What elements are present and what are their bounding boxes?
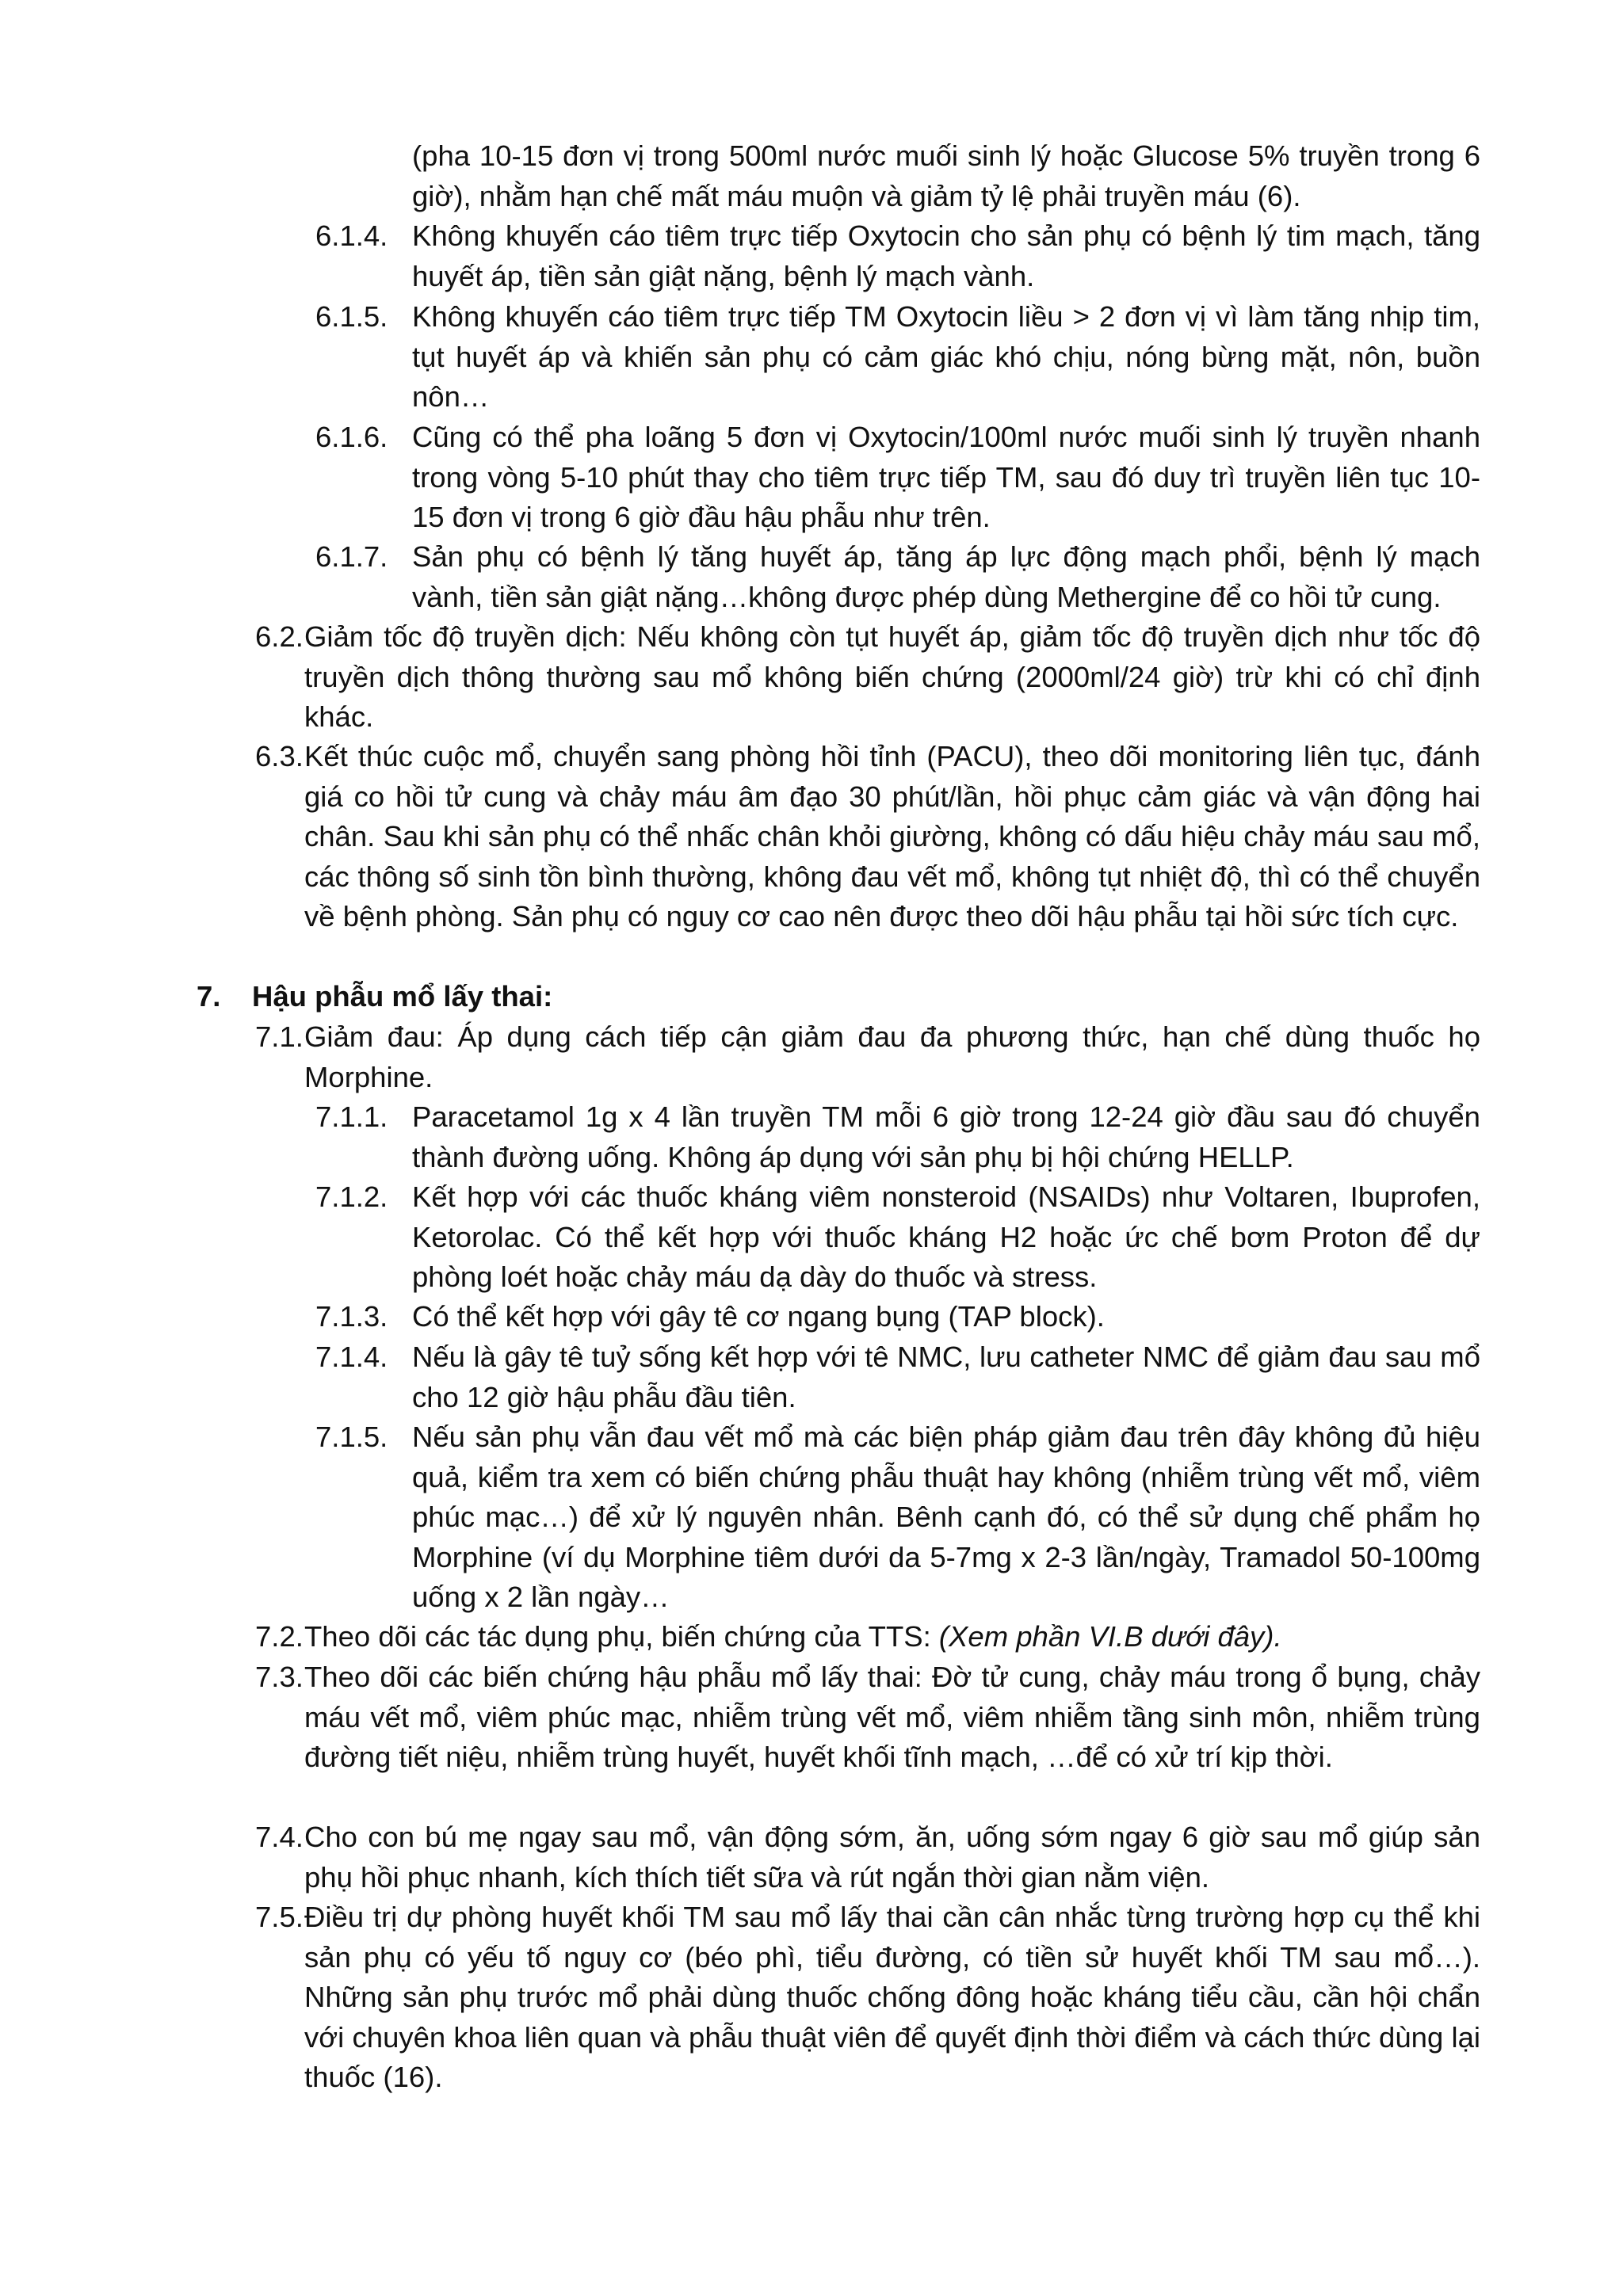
item-text: Không khuyến cáo tiêm trực tiếp TM Oxytocin liều > 2 đơn vị vì làm tăng nhịp tim, tụt huyết áp và khiến sản phụ có cảm giác khó chịu, nóng bừng mặt, nôn, buồn nôn… bbox=[412, 300, 1480, 413]
item-number: 7.4. bbox=[255, 1821, 304, 1853]
item-number: 7.1.4. bbox=[315, 1341, 388, 1373]
item-7-2 bbox=[255, 1617, 1480, 1657]
item-6-1-5 bbox=[315, 297, 1480, 418]
item-7-1-1 bbox=[315, 1097, 1480, 1177]
item-number: 7.1. bbox=[255, 1020, 304, 1053]
item-text: Giảm đau: Áp dụng cách tiếp cận giảm đau đa phương thức, hạn chế dùng thuốc họ Morphine. bbox=[304, 1020, 1480, 1093]
item-text-main: Theo dõi các tác dụng phụ, biến chứng của TTS: bbox=[304, 1620, 939, 1653]
item-number: 6.1.7. bbox=[315, 540, 388, 573]
item-text: Giảm tốc độ truyền dịch: Nếu không còn tụt huyết áp, giảm tốc độ truyền dịch như tốc độ truyền dịch thông thường sau mổ không biến chứng (2000ml/24 giờ) trừ khi có chỉ định khác. bbox=[304, 620, 1480, 733]
item-number: 6.3. bbox=[255, 740, 304, 772]
item-text: Điều trị dự phòng huyết khối TM sau mổ lấy thai cần cân nhắc từng trường hợp cụ thể khi sản phụ có yếu tố nguy cơ (béo phì, tiểu đường, có tiền sử huyết khối TM sau mổ…). Những sản phụ trước mổ phải dùng thuốc chống đông hoặc kháng tiểu cầu, cần hội chẩn với chuyên khoa liên quan và phẫu thuật viên để quyết định thời điểm và cách thức dùng lại thuốc (16). bbox=[304, 1901, 1480, 2093]
item-number: 7.1.3. bbox=[315, 1300, 388, 1333]
continuation-paragraph bbox=[412, 136, 1480, 216]
item-7-4 bbox=[255, 1817, 1480, 1897]
item-text: Sản phụ có bệnh lý tăng huyết áp, tăng áp lực động mạch phổi, bệnh lý mạch vành, tiền sản giật nặng…không được phép dùng Methergine để co hồi tử cung. bbox=[412, 540, 1480, 613]
item-7-5 bbox=[255, 1897, 1480, 2098]
item-text: Có thể kết hợp với gây tê cơ ngang bụng (TAP block). bbox=[412, 1300, 1105, 1333]
item-number: 7.1.2. bbox=[315, 1180, 388, 1213]
item-7-1 bbox=[255, 1017, 1480, 1097]
item-7-1-5 bbox=[315, 1417, 1480, 1618]
item-number: 7.5. bbox=[255, 1901, 304, 1933]
item-text: Paracetamol 1g x 4 lần truyền TM mỗi 6 giờ trong 12-24 giờ đầu sau đó chuyển thành đường uống. Không áp dụng với sản phụ bị hội chứng HELLP. bbox=[412, 1100, 1480, 1173]
item-text: Cho con bú mẹ ngay sau mổ, vận động sớm, ăn, uống sớm ngay 6 giờ sau mổ giúp sản phụ hồi phục nhanh, kích thích tiết sữa và rút ngắn thời gian nằm viện. bbox=[304, 1821, 1480, 1894]
item-7-1-3 bbox=[315, 1297, 1480, 1337]
item-number: 7.3. bbox=[255, 1661, 304, 1693]
item-7-1-4 bbox=[315, 1337, 1480, 1417]
item-text: Cũng có thể pha loãng 5 đơn vị Oxytocin/100ml nước muối sinh lý truyền nhanh trong vòng 5-10 phút thay cho tiêm trực tiếp TM, sau đó duy trì truyền liên tục 10-15 đơn vị trong 6 giờ đầu hậu phẫu như trên. bbox=[412, 421, 1480, 533]
item-text-reference: (Xem phần VI.B dưới đây). bbox=[938, 1620, 1282, 1653]
item-6-1-6 bbox=[315, 418, 1480, 538]
continuation-text: (pha 10-15 đơn vị trong 500ml nước muối sinh lý hoặc Glucose 5% truyền trong 6 giờ), nhằm hạn chế mất máu muộn và giảm tỷ lệ phải truyền máu (6). bbox=[412, 139, 1480, 212]
item-number: 7.2. bbox=[255, 1620, 304, 1653]
item-text: Nếu là gây tê tuỷ sống kết hợp với tê NMC, lưu catheter NMC để giảm đau sau mổ cho 12 giờ hậu phẫu đầu tiên. bbox=[412, 1341, 1480, 1413]
item-text: Kết thúc cuộc mổ, chuyển sang phòng hồi tỉnh (PACU), theo dõi monitoring liên tục, đánh giá co hồi tử cung và chảy máu âm đạo 30 phút/lần, hồi phục cảm giác và vận động hai chân. Sau khi sản phụ có thể nhấc chân khỏi giường, không có dấu hiệu chảy máu sau mổ, các thông số sinh tồn bình thường, không đau vết mổ, không tụt nhiệt độ, thì có thể chuyển về bệnh phòng. Sản phụ có nguy cơ cao nên được theo dõi hậu phẫu tại hồi sức tích cực. bbox=[304, 740, 1480, 933]
item-text: Nếu sản phụ vẫn đau vết mổ mà các biện pháp giảm đau trên đây không đủ hiệu quả, kiểm tra xem có biến chứng phẫu thuật hay không (nhiễm trùng vết mổ, viêm phúc mạc…) để xử lý nguyên nhân. Bênh cạnh đó, có thể sử dụng chế phẩm họ Morphine (ví dụ Morphine tiêm dưới da 5-7mg x 2-3 lần/ngày, Tramadol 50-100mg uống x 2 lần ngày… bbox=[412, 1421, 1480, 1613]
item-number: 6.1.4. bbox=[315, 219, 388, 252]
item-number: 7.1.1. bbox=[315, 1100, 388, 1133]
item-6-1-4 bbox=[315, 216, 1480, 296]
item-6-2 bbox=[255, 617, 1480, 738]
section-number: 7. bbox=[197, 980, 221, 1013]
item-6-1-7 bbox=[315, 537, 1480, 617]
item-text: Kết hợp với các thuốc kháng viêm nonsteroid (NSAIDs) như Voltaren, Ibuprofen, Ketorolac. Có thể kết hợp với thuốc kháng H2 hoặc ức chế bơm Proton để dự phòng loét hoặc chảy máu dạ dày do thuốc và stress. bbox=[412, 1180, 1480, 1293]
item-6-3 bbox=[255, 737, 1480, 937]
item-number: 6.2. bbox=[255, 620, 304, 653]
item-text: Không khuyến cáo tiêm trực tiếp Oxytocin cho sản phụ có bệnh lý tim mạch, tăng huyết áp, tiền sản giật nặng, bệnh lý mạch vành. bbox=[412, 219, 1480, 292]
item-text bbox=[304, 1617, 1480, 1657]
section-title: Hậu phẫu mổ lấy thai: bbox=[252, 980, 553, 1013]
item-number: 6.1.5. bbox=[315, 300, 388, 333]
section-7-heading bbox=[197, 977, 1480, 1017]
item-7-1-2 bbox=[315, 1177, 1480, 1298]
item-number: 6.1.6. bbox=[315, 421, 388, 453]
item-text: Theo dõi các biến chứng hậu phẫu mổ lấy thai: Đờ tử cung, chảy máu trong ổ bụng, chảy máu vết mổ, viêm phúc mạc, nhiễm trùng vết mổ, viêm nhiễm tầng sinh môn, nhiễm trùng đường tiết niệu, nhiễm trùng huyết, huyết khối tĩnh mạch, …để có xử trí kịp thời. bbox=[304, 1661, 1480, 1773]
item-7-3 bbox=[255, 1657, 1480, 1778]
item-number: 7.1.5. bbox=[315, 1421, 388, 1453]
